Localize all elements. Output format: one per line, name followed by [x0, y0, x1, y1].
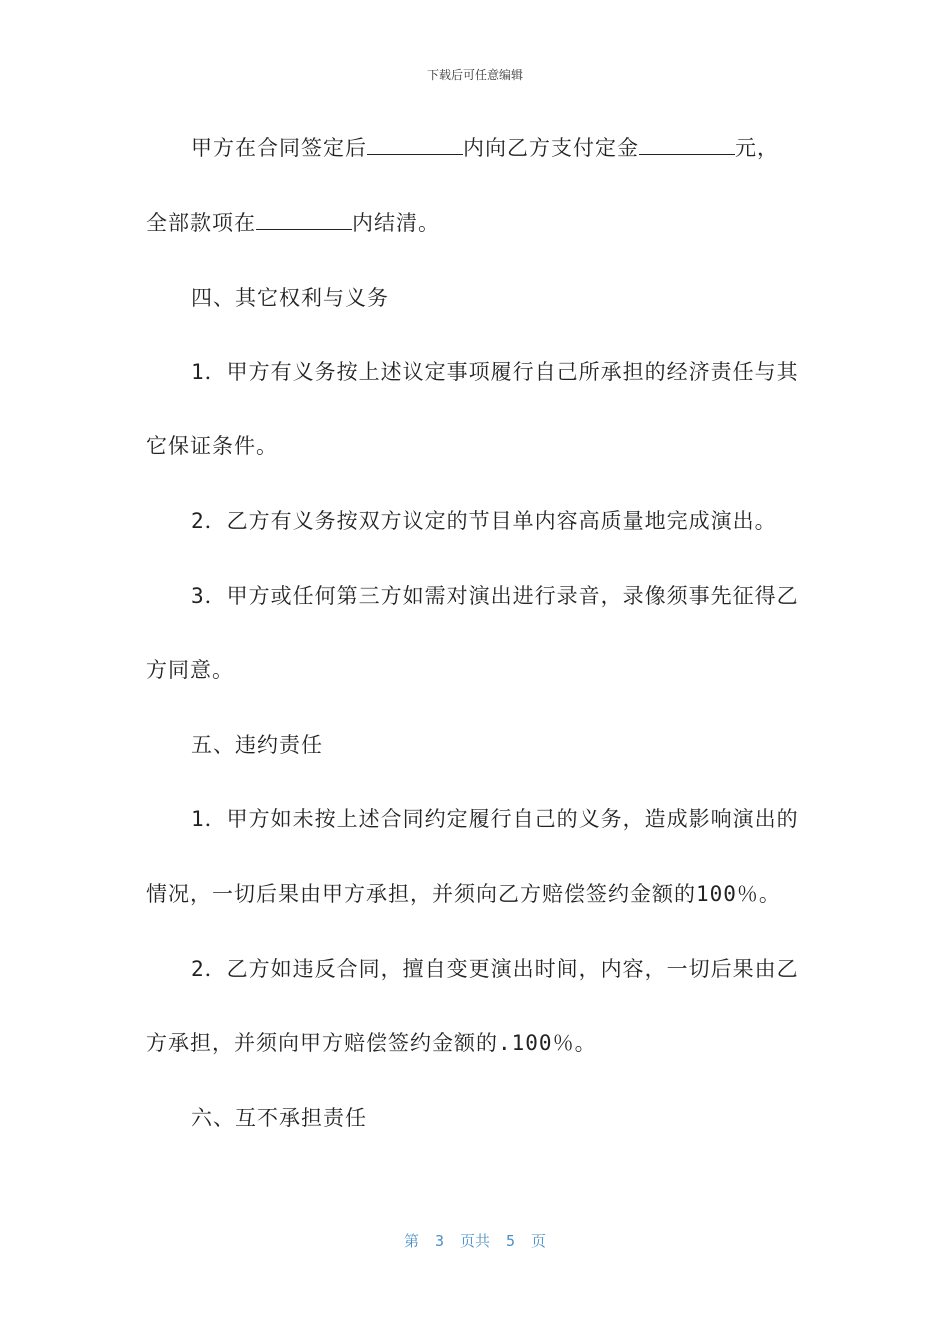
- clause-4-3-line1: 3．甲方或任何第三方如需对演出进行录音，录像须事先征得乙: [191, 584, 799, 608]
- clause-4-2: 2．乙方有义务按双方议定的节目单内容高质量地完成演出。: [191, 509, 777, 533]
- clause-5-1-line1: 1．甲方如未按上述合同约定履行自己的义务，造成影响演出的: [191, 807, 799, 831]
- deposit-line2-a: 全部款项在: [146, 211, 256, 235]
- clause-4-1-line1: 1．甲方有义务按上述议定事项履行自己所承担的经济责任与其: [191, 360, 799, 384]
- deposit-text-a: 甲方在合同签定后: [191, 136, 367, 160]
- blank-field-time[interactable]: [367, 136, 463, 155]
- section-6-title: 六、互不承担责任: [191, 1106, 367, 1130]
- paragraph-deposit-line1: [191, 135, 779, 161]
- clause-4-1-line2: 它保证条件。: [146, 434, 278, 458]
- clause-5-2-line1: 2．乙方如违反合同，擅自变更演出时间，内容，一切后果由乙: [191, 957, 799, 981]
- footer-page-total: 5: [506, 1232, 516, 1250]
- clause-4-3-line2: 方同意。: [146, 658, 234, 682]
- header-note: 下载后可任意编辑: [426, 68, 523, 82]
- deposit-line2-b: 内结清。: [352, 211, 440, 235]
- blank-field-settlement[interactable]: [256, 211, 352, 230]
- deposit-text-b: 内向乙方支付定金: [463, 136, 639, 160]
- footer-label-pre: 第: [403, 1232, 419, 1250]
- section-5-title: 五、违约责任: [191, 733, 323, 757]
- deposit-text-c: 元，: [735, 136, 779, 160]
- footer-page-current: 3: [434, 1232, 444, 1250]
- paragraph-deposit-line2: [146, 210, 440, 236]
- footer-label-post: 页: [531, 1232, 547, 1250]
- section-4-title: 四、其它权利与义务: [191, 286, 389, 310]
- page-footer: [0, 1230, 950, 1251]
- blank-field-amount[interactable]: [639, 136, 735, 155]
- footer-label-mid: 页共: [459, 1232, 490, 1250]
- clause-5-1-line2: 情况，一切后果由甲方承担，并须向乙方赔偿签约金额的100％。: [146, 882, 781, 906]
- clause-5-2-line2: 方承担，并须向甲方赔偿签约金额的.100％。: [146, 1031, 597, 1055]
